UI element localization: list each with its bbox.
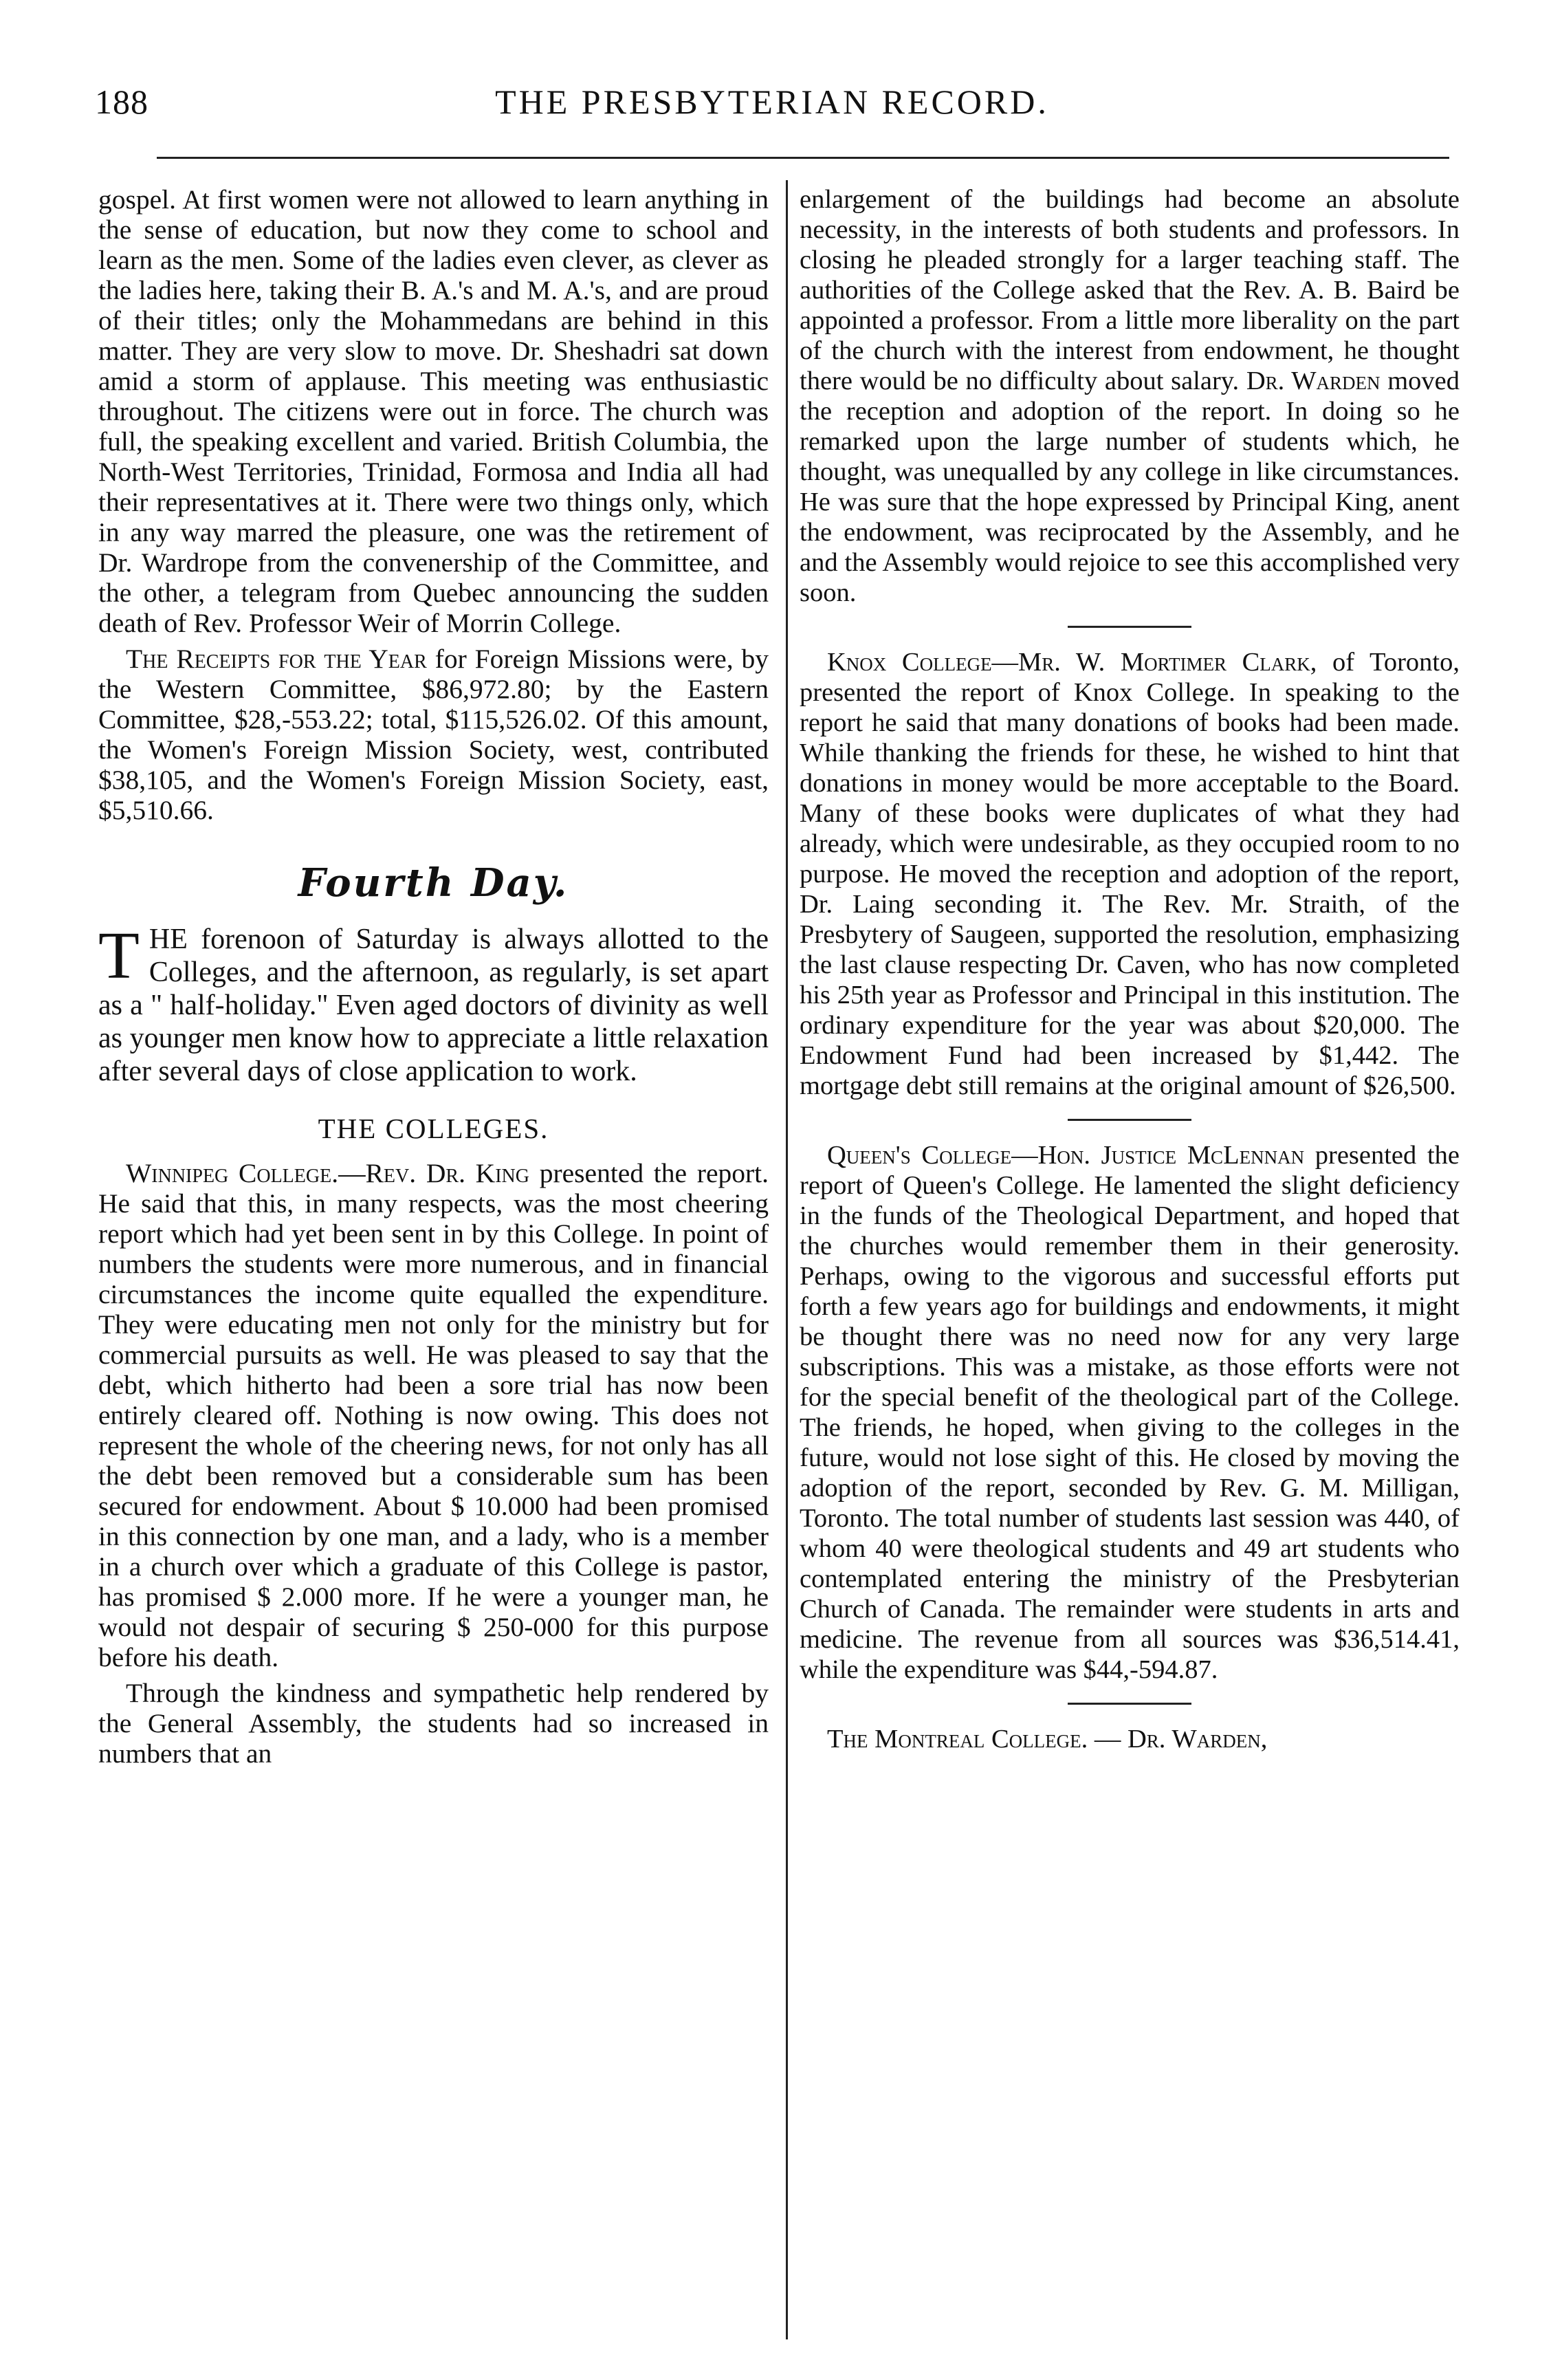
drop-cap: T xyxy=(98,919,140,993)
paragraph-lead: Winnipeg College.—Rev. Dr. King xyxy=(126,1158,529,1188)
subheading-colleges: THE COLLEGES. xyxy=(318,1113,549,1144)
header-rule xyxy=(157,157,1449,159)
paragraph-missions-meeting: gospel. At first women were not allowed to learn anything in the sense of education, but now they come to school and learn as the men. Some of the ladies even clever, as clever as the ladies here, taking their B. A.'s and M. A.'s, and are proud of their titles; only the Mohammedans are behind in this matter. They are very slow to move. Dr. Sheshadri sat down amid a storm of applause. This meeting was enthusiastic throughout. The citizens were out in force. The church was full, the speaking excellent and varied. British Columbia, the North-West Territories, Trinidad, Formosa and India all had their representatives at it. There were two things only, which in any way marred the pleasure, one was the retirement of Dr. Wardrope from the convenership of the Committee, and the other, a telegram from Quebec announcing the sudden death of Rev. Professor Weir of Morrin College. xyxy=(98,184,769,638)
paragraph-saturday xyxy=(98,919,769,1088)
paragraph-receipts xyxy=(98,644,769,825)
left-column xyxy=(98,184,769,1769)
paragraph-lead: The Receipts for the Year xyxy=(126,644,427,674)
running-head xyxy=(95,81,1449,136)
separator-rule xyxy=(1068,1119,1191,1121)
paragraph-body: for Foreign Missions were, by the Western Committee, $86,972.80; by the Eastern Committee, $28,-553.22; total, $115,526.02. Of this amount, the Women's Foreign Mission Society, west, contributed $38,105, and the Women's Foreign Mission Society, east, $5,510.66. xyxy=(98,644,769,825)
page-number: 188 xyxy=(95,83,148,121)
paragraph-winnipeg-continued xyxy=(800,184,1460,608)
paragraph-lead: The Montreal College. — Dr. Warden, xyxy=(827,1725,1268,1754)
paragraph-body: of Toronto, presented the report of Knox College. In speaking to the report he said that many donations of books had been made. While thanking the friends for these, he wished to hint that donations in money would be more acceptable to the Board. Many of these books were duplicates of what they had already, which were undesirable, as they occupied room to no purpose. He moved the reception and adoption of the report, Dr. Laing seconding it. The Rev. Mr. Straith, of the Presbytery of Saugeen, supported the resolution, emphasizing the last clause respecting Dr. Caven, who has now completed his 25th year as Professor and Principal in this institution. The ordinary expenditure for the year was about $20,000. The Endowment Fund had been increased by $1,442. The mortgage debt still remains at the original amount of $26,500. xyxy=(800,648,1460,1100)
paragraph-lead: Queen's College—Hon. Justice McLennan xyxy=(827,1141,1305,1170)
section-heading: Fourth Day. xyxy=(298,860,569,906)
paragraph-body: presented the report of Queen's College. He lamented the slight deficiency in the funds of the Theological Department, and hoped that the churches would remember them in their generosity. Perhaps, owing to the vigorous and successful efforts put forth a few years ago for buildings and endowments, it might be thought there was no need now for any very large subscriptions. This was a mistake, as those efforts were not for the special benefit of the theological part of the College. The friends, he hoped, when giving to the colleges in the future, would not lose sight of this. He closed by moving the adoption of the report, seconded by Rev. G. M. Milligan, Toronto. The total number of students last session was 440, of whom 40 were theological students and 49 art students who contemplated entering the ministry of the Presbyterian Church of Canada. The remainder were students in arts and medicine. The revenue from all sources was $36,514.41, while the expenditure was $44,-594.87. xyxy=(800,1141,1460,1684)
paragraph-lead: Knox College—Mr. W. Mortimer Clark, xyxy=(827,648,1317,677)
paragraph-knox-college xyxy=(800,647,1460,1101)
paragraph-body: HE forenoon of Saturday is always allotted to the Colleges, and the afternoon, as regularly, is set apart as a " half-holiday." Even aged doctors of divinity as well as younger men know how to appreciate a little relaxation after several days of close application to work. xyxy=(98,924,769,1087)
right-column xyxy=(800,184,1460,1754)
paragraph-body: presented the report. He said that this, in many respects, was the most cheering report which had yet been sent in by this College. In point of numbers the students were more numerous, and in financial circumstances the income quite equalled the expenditure. They were educating men not only for the ministry but for commercial pursuits as well. He was pleased to say that the debt, which hitherto had been a sore trial has now been entirely cleared off. Nothing is now owing. This does not represent the whole of the cheering news, for not only has all the debt been removed but a considerable sum has been secured for endowment. About $ 10.000 had been promised in this connection by one man, and a lady, who is a member in a church over which a graduate of this College is pastor, has promised $ 2.000 more. If he were a younger man, he would not despair of securing $ 250-000 for this purpose before his death. xyxy=(98,1158,769,1672)
column-divider xyxy=(786,180,788,2339)
paragraph-body: enlargement of the buildings had become an absolute necessity, in the interests of both students and professors. In closing he pleaded strongly for a larger teaching staff. The authorities of the College asked that the Rev. A. B. Baird be appointed a professor. From a little more liberality on the part of the church with the interest from endowment, he thought there would be no difficulty about salary. xyxy=(800,185,1460,395)
paragraph-montreal-college xyxy=(800,1724,1460,1754)
paragraph-queens-college xyxy=(800,1140,1460,1685)
paragraph-assembly-help: Through the kindness and sympathetic help rendered by the General Assembly, the students had so increased in numbers that an xyxy=(98,1678,769,1769)
paragraph-body: moved the reception and adoption of the report. In doing so he remarked upon the large number of students which, he thought, was unequalled by any college in like circumstances. He was sure that the hope expressed by Principal King, anent the endowment, was reciprocated by the Assembly, and he and the Assembly would rejoice to see this accomplished very soon. xyxy=(800,367,1460,607)
paragraph-lead: Dr. Warden xyxy=(1246,367,1380,395)
paragraph-winnipeg-college xyxy=(98,1158,769,1672)
separator-rule xyxy=(1068,626,1191,628)
journal-title: THE PRESBYTERIAN RECORD. xyxy=(495,83,1049,121)
separator-rule xyxy=(1068,1703,1191,1705)
